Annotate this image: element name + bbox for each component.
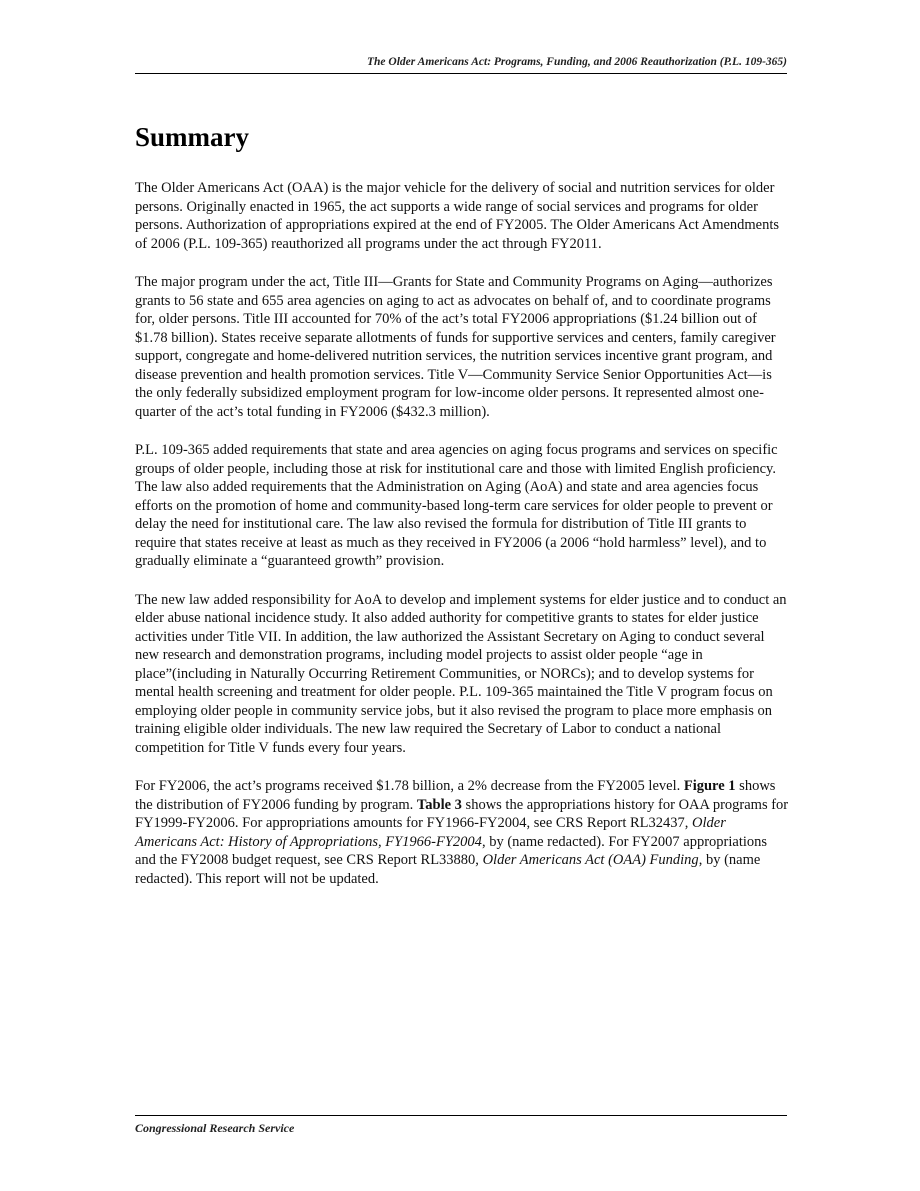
paragraph-3: P.L. 109-365 added requirements that state and area agencies on aging focus programs and services on specific groups of older people, including those at risk for institutional care and those with limited English proficiency. The law also added requirements that the Administration on Aging (AoA) and state and area agencies focus efforts on the promotion of home and community-based long-term care services for older people to prevent or delay the need for institutional care. The law also revised the formula for distribution of Title III grants to require that states receive at least as much as they received in FY2006 (a 2006 “hold harmless” level), and to gradually eliminate a “guaranteed growth” provision. bbox=[135, 442, 778, 569]
footer-org: Congressional Research Service bbox=[135, 1121, 295, 1135]
footer-rule bbox=[135, 1115, 787, 1116]
paragraph-1: The Older Americans Act (OAA) is the major vehicle for the delivery of social and nutrition services for older persons. Originally enacted in 1965, the act supports a wide range of social services and programs for older persons. Authorization of appropriations expired at the end of FY2005. The Older Americans Act Amendments of 2006 (P.L. 109-365) reauthorized all programs under the act through FY2011. bbox=[135, 180, 780, 252]
header-rule bbox=[135, 73, 787, 74]
p5-text-3: shows the appropriations history for OAA programs for FY1999-FY2006. For appropriations amounts for FY1966-FY2004, see CRS Report RL32437, bbox=[135, 796, 789, 831]
p5-text-1: For FY2006, the act’s programs received $1.78 billion, a 2% decrease from the FY2005 level. bbox=[135, 778, 684, 794]
summary-body bbox=[135, 179, 789, 908]
p5-text-4: , by (name redacted). For FY2007 appropriations and the FY2008 budget request, see CRS Report RL33880, bbox=[135, 833, 768, 868]
page-title: Summary bbox=[135, 122, 249, 152]
paragraph-2: The major program under the act, Title III—Grants for State and Community Programs on Aging—authorizes grants to 56 state and 655 area agencies on aging to act as advocates on behalf of, and to coordinate programs for, older persons. Title III accounted for 70% of the act’s total FY2006 appropriations ($1.24 billion out of $1.78 billion). States receive separate allotments of funds for supportive services and centers, family caregiver support, congregate and home-delivered nutrition services, the nutrition services incentive grant program, and disease prevention and health promotion services. Title V—Community Service Senior Opportunities Act—is the only federally subsidized employment program for low-income older persons. It represented almost one-quarter of the act’s total funding in FY2006 ($432.3 million). bbox=[135, 274, 776, 420]
p5-text-5: , by (name redacted). This report will not be updated. bbox=[135, 852, 761, 887]
table-3-reference: Table 3 bbox=[416, 796, 462, 813]
running-header: The Older Americans Act: Programs, Funding, and 2006 Reauthorization (P.L. 109-365) bbox=[366, 56, 787, 68]
p5-text-2: shows the distribution of FY2006 funding by program. bbox=[135, 778, 776, 813]
paragraph-5 bbox=[135, 777, 789, 888]
paragraph-4: The new law added responsibility for AoA to develop and implement systems for elder justice and to conduct an elder abuse national incidence study. It also added authority for competitive grants to states for elder justice activities under Title VII. In addition, the law authorized the Assistant Secretary on Aging to conduct several new research and demonstration programs, including model projects to assist older people “age in place”(including in Naturally Occurring Retirement Communities, or NORCs); and to develop systems for mental health screening and treatment for older people. P.L. 109-365 maintained the Title V program focus on employing older people in community service jobs, but it also revised the program to place more emphasis on training eligible older individuals. The new law required the Secretary of Labor to conduct a national competition for Title V funds every four years. bbox=[135, 591, 787, 756]
citation-oaa-funding: Older Americans Act (OAA) Funding bbox=[482, 852, 699, 868]
citation-history-of-appropriations: Older Americans Act: History of Appropriations, FY1966-FY2004 bbox=[135, 815, 726, 850]
figure-1-reference: Figure 1 bbox=[683, 778, 736, 794]
